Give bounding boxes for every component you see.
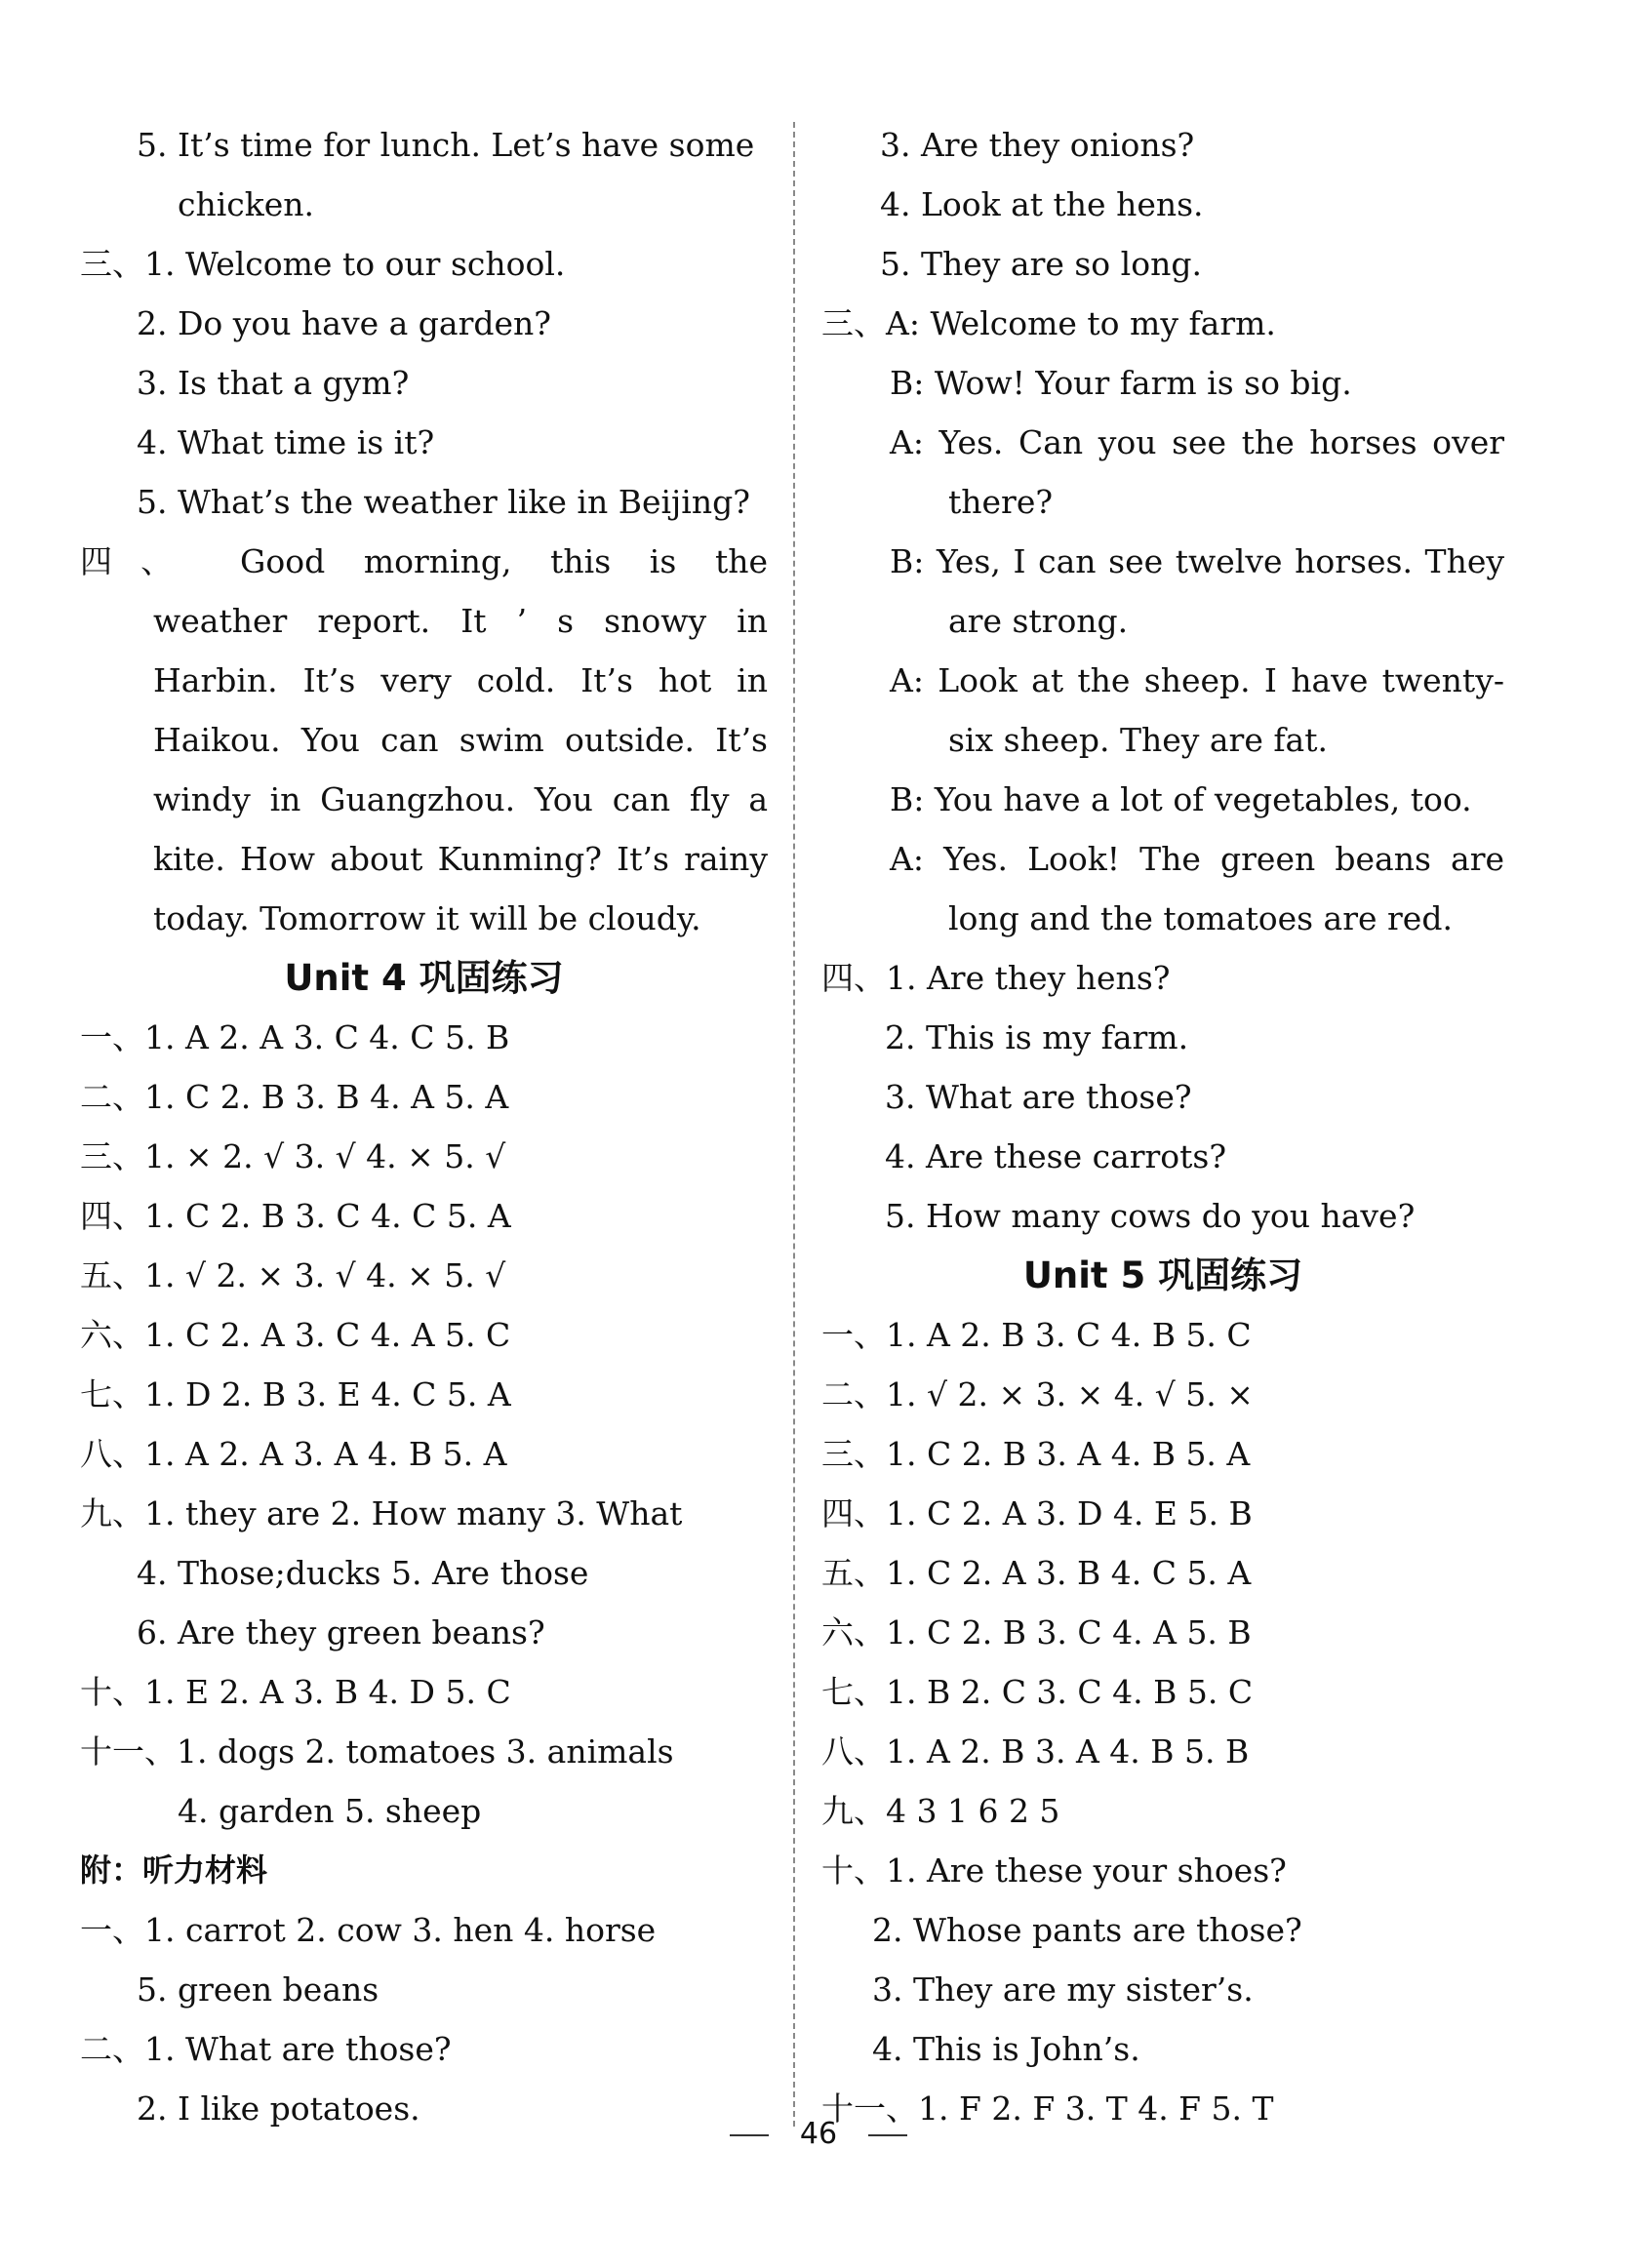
answer-line: 2. Whose pants are those? [872,1911,1302,1949]
answer-line: 四、1. C 2. B 3. C 4. C 5. A [80,1197,511,1235]
answer-line: 二、1. √ 2. × 3. × 4. √ 5. × [821,1375,1254,1413]
column-divider [793,122,795,2127]
answer-line: 一、1. A 2. B 3. C 4. B 5. C [821,1316,1252,1354]
answer-line: 4. garden 5. sheep [178,1792,482,1830]
answer-line: 4. This is John’s. [872,2030,1140,2068]
answer-line: six sheep. They are fat. [948,721,1328,759]
answer-line: 十、1. E 2. A 3. B 4. D 5. C [80,1673,511,1711]
answer-line: 四、1. Are they hens? [821,959,1171,997]
answer-line: weather report. It ’ s snowy in [153,602,768,640]
unit-heading: Unit 4 巩固练习 [284,957,564,999]
answer-line: 一、1. A 2. A 3. C 4. C 5. B [80,1018,510,1056]
answer-line: 十一、1. F 2. F 3. T 4. F 5. T [821,2089,1274,2128]
answer-line: 2. Do you have a garden? [137,304,551,342]
answer-line: 6. Are they green beans? [137,1613,545,1651]
answer-line: 2. I like potatoes. [137,2089,420,2128]
answer-line: long and the tomatoes are red. [948,899,1453,937]
answer-line: chicken. [178,185,315,223]
answer-line: 四、 Good morning, this is the [80,542,768,580]
answer-line: 3. Are they onions? [880,126,1195,164]
answer-line: 3. What are those? [885,1078,1192,1116]
answer-line: there? [948,483,1054,521]
answer-line: 九、4 3 1 6 2 5 [821,1792,1060,1830]
answer-line: today. Tomorrow it will be cloudy. [153,899,701,937]
answer-line: 5. green beans [137,1970,379,2009]
footer-dash-right [868,2134,907,2136]
answer-line: 六、1. C 2. B 3. C 4. A 5. B [821,1613,1252,1651]
right-column [821,115,1504,2138]
answer-line: kite. How about Kunming? It’s rainy [153,840,768,878]
answer-line: 4. Are these carrots? [885,1137,1227,1175]
page-number: 46 [799,2117,838,2151]
answer-line: 4. Look at the hens. [880,185,1204,223]
footer-dash-left [730,2134,769,2136]
answer-line: 三、A: Welcome to my farm. [821,304,1276,342]
answer-line: 三、1. × 2. √ 3. √ 4. × 5. √ [80,1137,506,1175]
answer-line: 八、1. A 2. A 3. A 4. B 5. A [80,1435,507,1473]
answer-line: 五、1. C 2. A 3. B 4. C 5. A [821,1554,1252,1592]
answer-line: A: Yes. Can you see the horses over [890,423,1504,461]
left-column [80,115,768,2138]
section-subheading: 附：听力材料 [80,1851,268,1889]
answer-line: 5. It’s time for lunch. Let’s have some [137,126,755,164]
answer-line: 5. How many cows do you have? [885,1197,1416,1235]
answer-line: 3. They are my sister’s. [872,1970,1254,2009]
answer-line: 八、1. A 2. B 3. A 4. B 5. B [821,1732,1250,1771]
answer-line: A: Yes. Look! The green beans are [890,840,1504,878]
answer-line: 二、1. C 2. B 3. B 4. A 5. A [80,1078,509,1116]
answer-line: 七、1. B 2. C 3. C 4. B 5. C [821,1673,1254,1711]
answer-line: 十、1. Are these your shoes? [821,1851,1287,1890]
answer-line: B: Yes, I can see twelve horses. They [890,542,1504,580]
answer-line: B: You have a lot of vegetables, too. [890,780,1472,818]
answer-line: A: Look at the sheep. I have twenty- [890,661,1504,699]
answer-line: 2. This is my farm. [885,1018,1189,1056]
answer-line: Haikou. You can swim outside. It’s [153,721,768,759]
unit-heading: Unit 5 巩固练习 [1022,1254,1303,1296]
answer-line: 九、1. they are 2. How many 3. What [80,1494,683,1532]
answer-line: 五、1. √ 2. × 3. √ 4. × 5. √ [80,1256,506,1294]
answer-line: are strong. [948,602,1129,640]
answer-line: 七、1. D 2. B 3. E 4. C 5. A [80,1375,511,1413]
answer-line: 一、1. carrot 2. cow 3. hen 4. horse [80,1911,657,1949]
answer-line: 四、1. C 2. A 3. D 4. E 5. B [821,1494,1253,1532]
answer-line: 5. What’s the weather like in Beijing? [137,483,750,521]
answer-line: B: Wow! Your farm is so big. [890,364,1352,402]
answer-line: 3. Is that a gym? [137,364,410,402]
answer-line: 三、1. Welcome to our school. [80,245,566,283]
answer-line: 六、1. C 2. A 3. C 4. A 5. C [80,1316,511,1354]
answer-line: 三、1. C 2. B 3. A 4. B 5. A [821,1435,1251,1473]
answer-line: 二、1. What are those? [80,2030,452,2068]
answer-line: windy in Guangzhou. You can fly a [153,780,768,818]
answer-line: Harbin. It’s very cold. It’s hot in [153,661,768,699]
answer-line: 4. What time is it? [137,423,435,461]
answer-line: 5. They are so long. [880,245,1202,283]
answer-line: 4. Those;ducks 5. Are those [137,1554,589,1592]
page-footer [0,2117,1637,2151]
answer-line: 十一、1. dogs 2. tomatoes 3. animals [80,1732,674,1771]
